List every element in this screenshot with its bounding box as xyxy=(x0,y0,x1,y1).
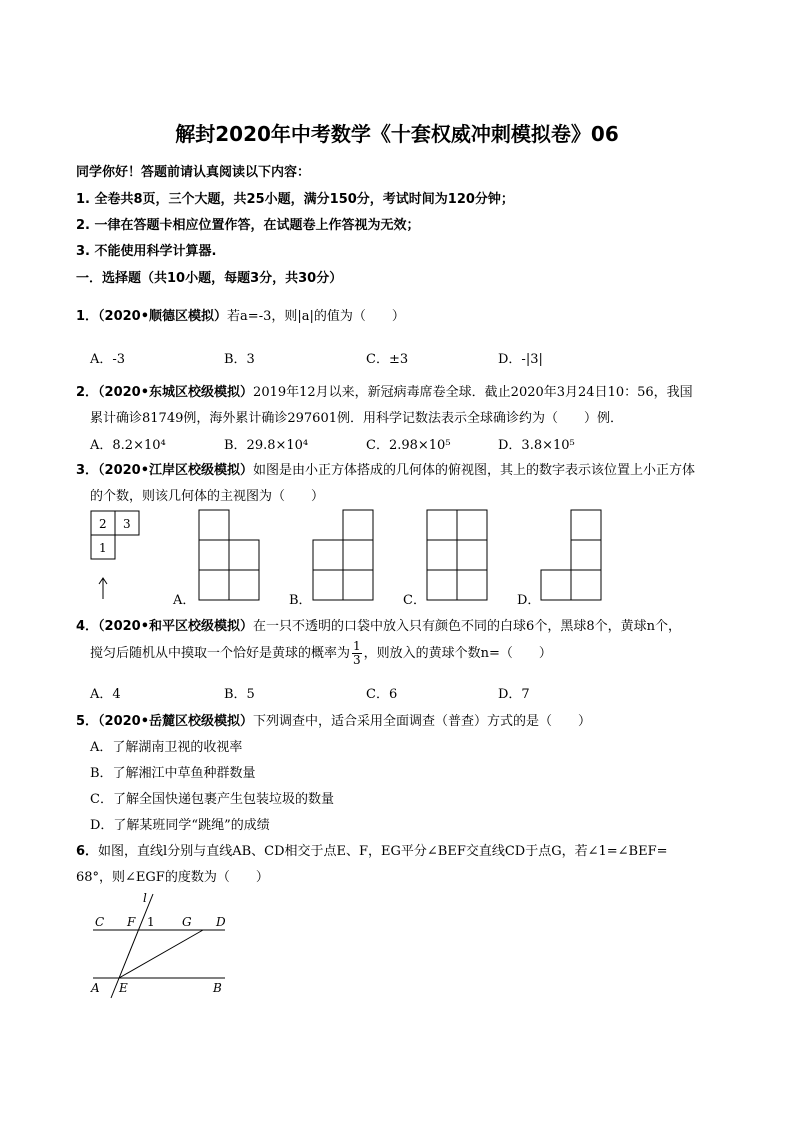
question-text-line-2 xyxy=(90,640,552,667)
q3-figures xyxy=(85,505,625,610)
q6-geometry-figure xyxy=(85,890,245,1000)
question-text-line-2: 累计确诊81749例，海外累计确诊297601例．用科学记数法表示全球确诊约为（ ）例． xyxy=(90,411,623,426)
label-g: G xyxy=(182,915,192,929)
probability-fraction xyxy=(352,640,362,667)
grid-number-1: 1 xyxy=(99,541,107,555)
option-c: C．2.98×10⁵ xyxy=(366,438,451,453)
option-d: D．-|3| xyxy=(498,352,543,367)
option-d: D．3.8×10⁵ xyxy=(498,438,575,453)
label-b: B xyxy=(213,981,222,995)
option-a: A．4 xyxy=(90,687,121,702)
question-number: 3． xyxy=(76,463,99,478)
option-d-label: D． xyxy=(517,593,541,608)
question-source: （2020•东城区校级模拟） xyxy=(98,385,254,400)
option-b-label: B． xyxy=(289,593,312,608)
question-number: 2． xyxy=(76,385,99,400)
grid-number-2: 2 xyxy=(99,517,107,531)
intro-greeting: 同学你好！答题前请认真阅读以下内容： xyxy=(76,165,311,180)
question-text: 下列调查中，适合采用全面调查（普查）方式的是（ ） xyxy=(253,714,592,729)
option-d: D．了解某班同学“跳绳”的成绩 xyxy=(90,818,270,833)
grid-number-3: 3 xyxy=(123,517,131,531)
option-a-view xyxy=(199,510,259,600)
label-l: l xyxy=(143,891,147,905)
option-a-label: A． xyxy=(173,593,196,608)
option-c: C．了解全国快递包裹产生包装垃圾的数量 xyxy=(90,792,334,807)
question-text-line-1: 在一只不透明的口袋中放入只有颜色不同的白球6个，黑球8个，黄球n个， xyxy=(253,619,681,634)
line-eg xyxy=(119,930,203,978)
intro-item-3: 3. 不能使用科学计算器. xyxy=(76,244,217,259)
question-number: 5． xyxy=(76,714,99,729)
label-e: E xyxy=(119,981,128,995)
question-source: （2020•岳麓区校级模拟） xyxy=(98,714,254,729)
intro-item-1: 1. 全卷共8页，三个大题，共25小题，满分150分，考试时间为120分钟； xyxy=(76,192,514,207)
option-c: C．±3 xyxy=(366,352,409,367)
option-c-view xyxy=(427,510,487,600)
option-a: A．了解湖南卫视的收视率 xyxy=(90,740,243,755)
label-d: D xyxy=(216,915,226,929)
question-source: （2020•顺德区模拟） xyxy=(98,309,228,324)
option-c: C．6 xyxy=(366,687,398,702)
option-c-label: C． xyxy=(403,593,426,608)
question-text-line-1: 如图是由小正方体搭成的几何体的俯视图，其上的数字表示该位置上小正方体 xyxy=(253,463,696,478)
question-2 xyxy=(76,381,693,400)
option-b: B．29.8×10⁴ xyxy=(224,438,309,453)
question-number: 6． xyxy=(76,844,99,859)
question-text-line-2: 68°，则∠EGF的度数为（ ） xyxy=(76,870,269,885)
fraction-denominator: 3 xyxy=(353,653,361,667)
label-angle-1: 1 xyxy=(147,915,155,929)
label-a: A xyxy=(91,981,100,995)
question-text-line-2: 的个数，则该几何体的主视图为（ ） xyxy=(90,489,325,504)
option-d-view xyxy=(541,510,601,600)
question-text-line-1: 如图，直线l分别与直线AB、CD相交于点E、F，EG平分∠BEF交直线CD于点G，若∠1=∠BEF= xyxy=(98,844,668,859)
question-text-line-2a: 搅匀后随机从中摸取一个恰好是黄球的概率为 xyxy=(90,646,351,661)
view-direction-arrow-icon xyxy=(99,578,107,599)
question-source: （2020•和平区校级模拟） xyxy=(98,619,254,634)
option-b: B．5 xyxy=(224,687,255,702)
line-l xyxy=(111,894,153,998)
section-heading: 一．选择题（共10小题，每题3分，共30分） xyxy=(76,271,343,286)
question-6 xyxy=(76,840,668,859)
fraction-numerator: 1 xyxy=(353,639,361,653)
question-number: 1． xyxy=(76,309,99,324)
option-b: B．了解湘江中草鱼种群数量 xyxy=(90,766,256,781)
option-b: B．3 xyxy=(224,352,255,367)
question-text-line-2b: ，则放入的黄球个数n=（ ） xyxy=(363,646,552,661)
option-a: A．8.2×10⁴ xyxy=(90,438,166,453)
option-a: A．-3 xyxy=(90,352,126,367)
option-d: D．7 xyxy=(498,687,530,702)
question-text-line-1: 2019年12月以来，新冠病毒席卷全球．截止2020年3月24日10：56，我国 xyxy=(253,385,693,400)
question-4 xyxy=(76,615,681,634)
question-5 xyxy=(76,710,591,729)
label-f: F xyxy=(127,915,136,929)
question-source: （2020•江岸区校级模拟） xyxy=(98,463,254,478)
question-number: 4． xyxy=(76,619,99,634)
page-title: 解封2020年中考数学《十套权威冲刺模拟卷》06 xyxy=(175,122,619,146)
question-1 xyxy=(76,305,405,324)
intro-item-2: 2. 一律在答题卡相应位置作答，在试题卷上作答视为无效； xyxy=(76,218,420,233)
option-b-view xyxy=(313,510,373,600)
label-c: C xyxy=(95,915,105,929)
question-3 xyxy=(76,459,695,478)
question-text: 若a=-3，则|a|的值为（ ） xyxy=(227,309,405,324)
